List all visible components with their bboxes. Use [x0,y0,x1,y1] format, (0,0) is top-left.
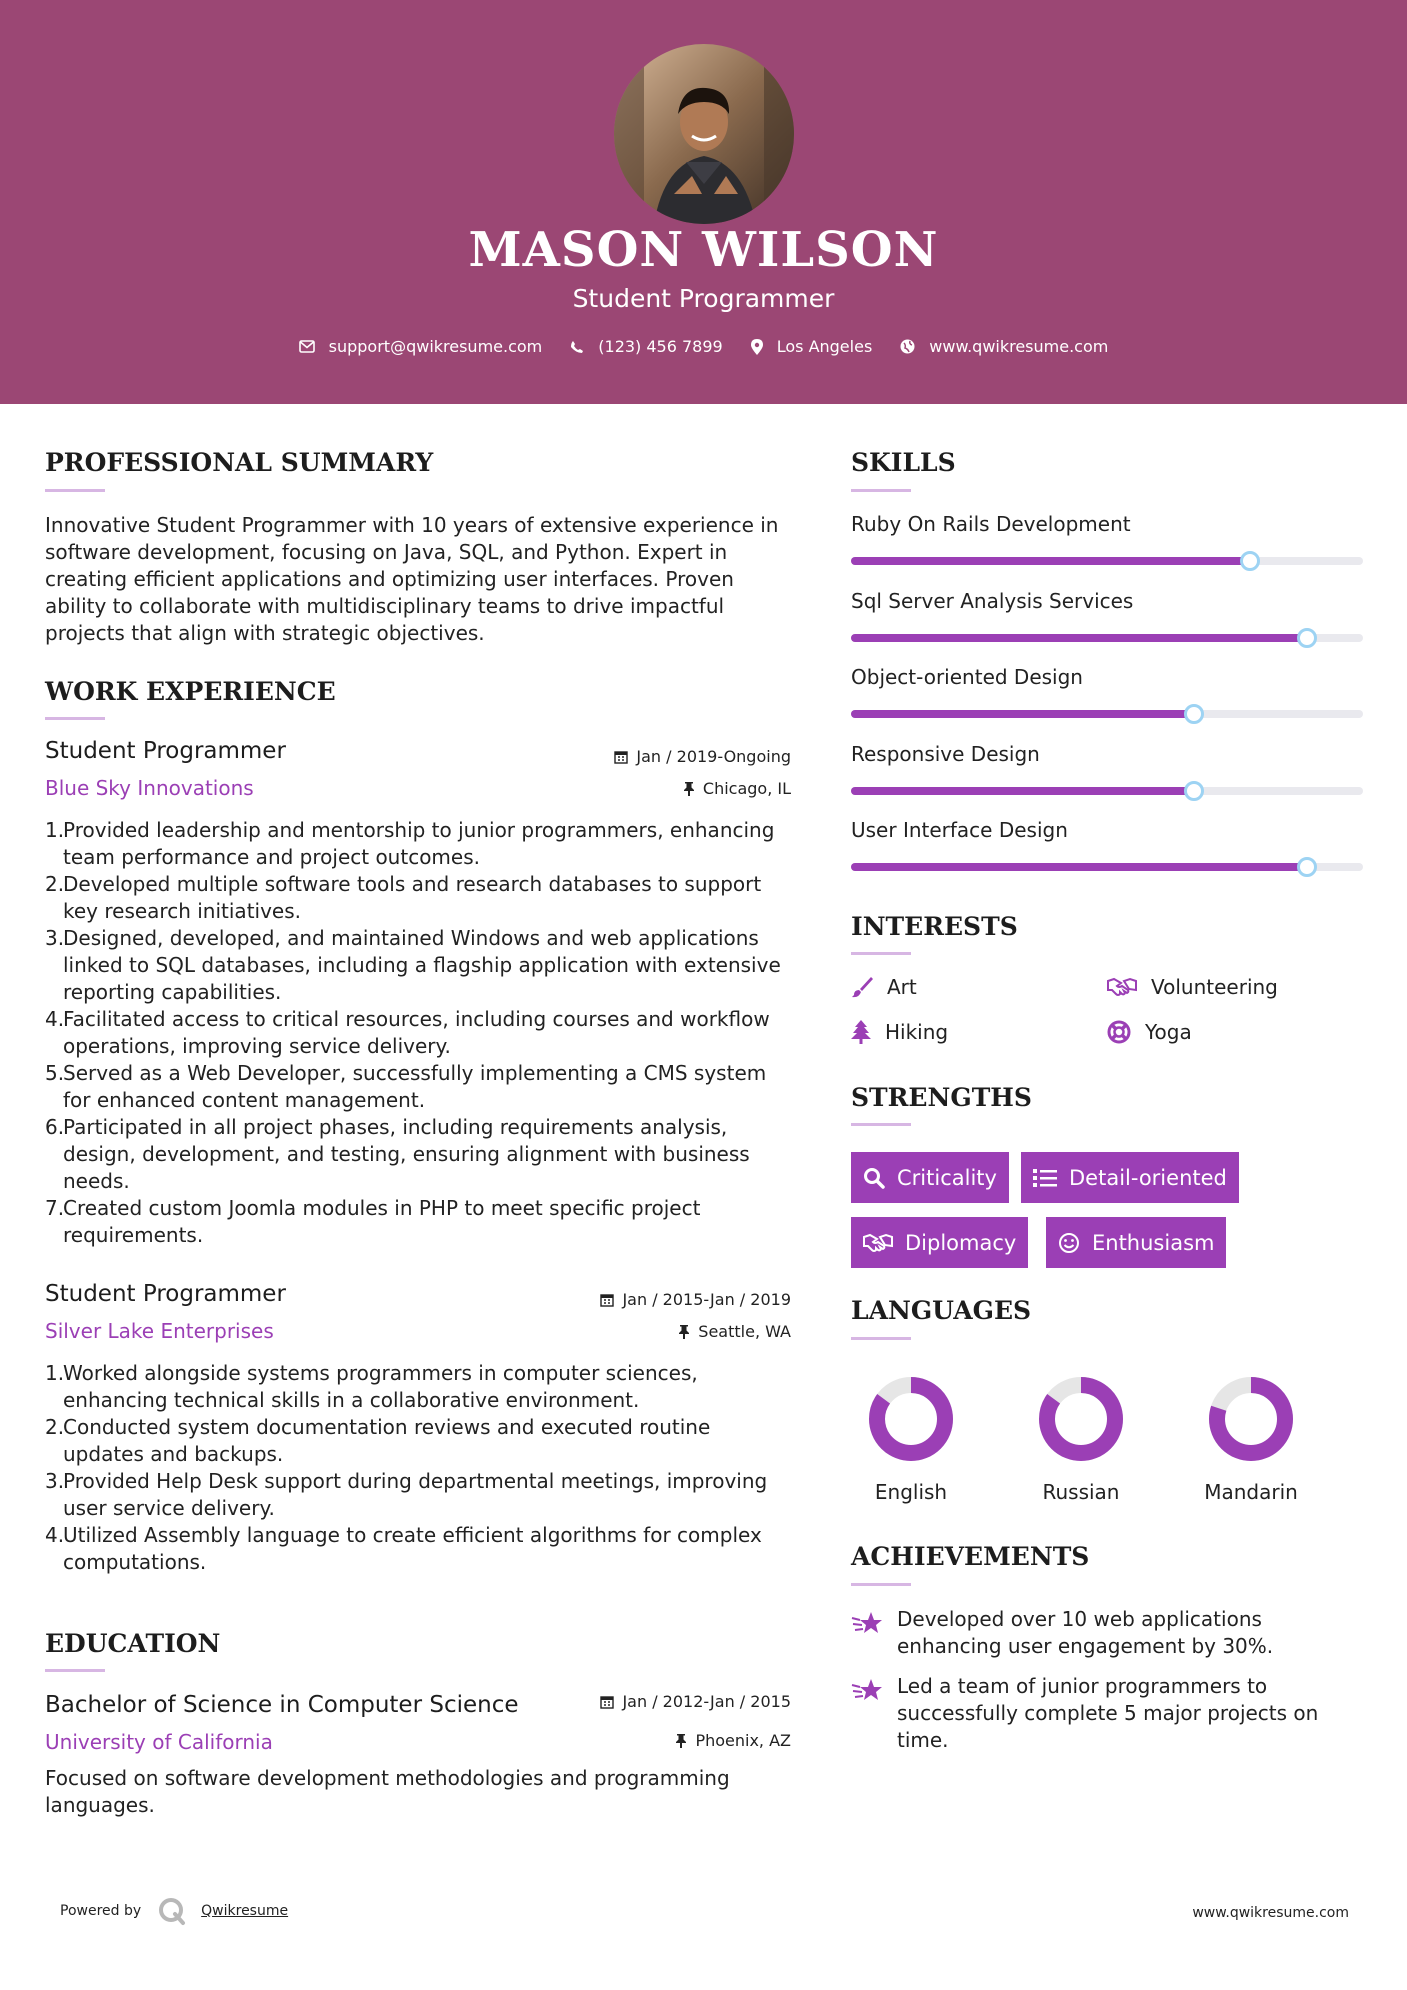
location-text: Los Angeles [776,337,873,356]
languages-underline [851,1337,911,1340]
calendar-icon [600,1695,614,1709]
job-2-location [678,1322,791,1341]
interest-label: Hiking [885,1020,949,1044]
skill-bar-fill [851,787,1194,795]
skill-bar-knob [1184,704,1204,724]
skill-bar [851,863,1363,871]
job-2-dates [600,1290,791,1309]
footer-powered-by [60,1896,288,1926]
skill-label: User Interface Design [851,818,1068,842]
interest-yoga [1107,1020,1192,1044]
list-item: 2. Developed multiple software tools and research databases to support key research initiatives. [45,872,762,923]
job-1-location-text: Chicago, IL [702,779,791,798]
strength-enthusiasm [1046,1217,1226,1268]
skill-label: Responsive Design [851,741,1040,766]
strength-label: Diplomacy [905,1230,1017,1255]
achievement-text: Developed over 10 web applications enhancing user engagement by 30%. [897,1607,1274,1658]
profile-photo [614,44,794,224]
search-icon [863,1167,885,1189]
candidate-name: MASON WILSON [468,222,939,278]
list-item: 4. Facilitated access to critical resources, including courses and workflow operations, improving service delivery. [45,1007,770,1058]
tree-icon [851,1020,871,1044]
phone-icon [570,340,584,354]
strength-detail-oriented [1021,1152,1239,1203]
skill-bar-knob [1297,857,1317,877]
list-item: 1. Provided leadership and mentorship to junior programmers, enhancing team performance and project outcomes. [45,818,775,869]
school-name: University of California [45,1730,273,1754]
list-item: 6. Participated in all project phases, including requirements analysis, design, development, and testing, ensuring alignment with business needs. [45,1115,750,1193]
contact-phone[interactable] [570,337,722,356]
powered-by-text: Powered by [60,1903,142,1919]
achievements-heading: ACHIEVEMENTS [851,1542,1090,1571]
interest-hiking [851,1020,948,1044]
handshake-icon [863,1233,893,1253]
achievement-1 [851,1606,1351,1660]
envelope-icon [299,340,315,353]
skill-bar [851,634,1363,642]
contact-bar [0,337,1407,356]
calendar-icon [614,750,628,764]
strength-diplomacy [851,1217,1028,1268]
job-1-dates [614,747,791,766]
skill-label: Sql Server Analysis Services [851,588,1134,613]
list-item: 5. Served as a Web Developer, successfully implementing a CMS system for enhanced content management. [45,1061,767,1112]
language-label: Mandarin [1204,1480,1298,1504]
list-item: 2. Conducted system documentation reviews and executed routine updates and backups. [45,1415,711,1466]
skill-bar-fill [851,863,1307,871]
skills-heading: SKILLS [851,448,956,477]
phone-text: (123) 456 7899 [598,337,723,356]
achievement-text: Led a team of junior programmers to successfully complete 5 major projects on time. [897,1674,1319,1752]
languages-heading: LANGUAGES [851,1296,1032,1325]
job-2-company: Silver Lake Enterprises [45,1319,274,1343]
job-1-company: Blue Sky Innovations [45,776,254,800]
lifebuoy-icon [1107,1020,1131,1044]
footer-url[interactable]: www.qwikresume.com [1192,1905,1349,1921]
contact-website[interactable] [900,337,1108,356]
map-pin-icon [751,339,763,355]
language-label: Russian [1042,1480,1120,1504]
paintbrush-icon [851,976,873,998]
list-item: 3. Designed, developed, and maintained Windows and web applications linked to SQL databases, including a flagship application with extensive reporting capabilities. [45,926,781,1004]
globe-icon [900,339,915,354]
skill-label: Object-oriented Design [851,665,1083,689]
job-2-dates-text: Jan / 2015-Jan / 2019 [622,1290,791,1309]
skill-bar-knob [1297,628,1317,648]
skill-bar-fill [851,710,1194,718]
email-text: support@qwikresume.com [328,337,543,356]
interest-art [851,975,917,999]
qwikresume-link[interactable]: Qwikresume [201,1903,289,1919]
job-1-location [683,779,791,798]
language-donut [1036,1374,1126,1464]
pushpin-icon [675,1733,687,1748]
education-underline [45,1669,105,1672]
strengths-heading: STRENGTHS [851,1083,1032,1112]
summary-underline [45,489,105,492]
list-icon [1033,1168,1057,1188]
website-text: www.qwikresume.com [929,337,1109,356]
degree-title: Bachelor of Science in Computer Science [45,1692,519,1718]
interests-heading: INTERESTS [851,912,1018,941]
candidate-title: Student Programmer [572,284,835,313]
education-text: Focused on software development methodologies and programming languages. [45,1766,730,1817]
job-1-responsibilities [45,817,795,1249]
skill-bar [851,710,1363,718]
list-item: 7. Created custom Joomla modules in PHP to meet specific project requirements. [45,1196,701,1247]
summary-heading: PROFESSIONAL SUMMARY [45,448,434,477]
smile-icon [1058,1232,1080,1254]
interest-label: Art [887,975,917,999]
qwikresume-logo-icon [157,1896,187,1926]
education-heading: EDUCATION [45,1629,221,1658]
interest-volunteering [1107,975,1278,999]
language-donut [1206,1374,1296,1464]
resume-header [0,0,1407,404]
contact-location [751,337,873,356]
experience-heading: WORK EXPERIENCE [45,677,336,706]
skill-bar [851,787,1363,795]
skill-label: Ruby On Rails Development [851,512,1131,536]
summary-text: Innovative Student Programmer with 10 years of extensive experience in software development, focusing on Java, SQL, and Python. Expert in creating efficient applications and optimizing user interfaces. Proven ability to collaborate with multidisciplinary teams to drive impactful projects that align with strategic objectives. [45,513,779,645]
strength-label: Criticality [897,1165,997,1190]
skill-bar-fill [851,557,1250,565]
skill-bar-fill [851,634,1307,642]
list-item: 1. Worked alongside systems programmers in computer sciences, enhancing technical skills in a collaborative environment. [45,1361,698,1412]
pushpin-icon [678,1324,690,1339]
job-2-responsibilities [45,1360,795,1576]
language-donut [866,1374,956,1464]
list-item: 4. Utilized Assembly language to create efficient algorithms for complex computations. [45,1523,762,1574]
skills-underline [851,489,911,492]
handshake-icon [1107,977,1137,997]
education-location-text: Phoenix, AZ [695,1731,791,1750]
contact-email[interactable] [299,337,543,356]
achievement-2 [851,1673,1351,1754]
achievements-underline [851,1583,911,1586]
experience-underline [45,717,105,720]
list-item: 3. Provided Help Desk support during departmental meetings, improving user service delivery. [45,1469,768,1520]
education-dates-text: Jan / 2012-Jan / 2015 [622,1692,791,1711]
strength-criticality [851,1152,1009,1203]
shooting-star-icon [851,1677,883,1703]
shooting-star-icon [851,1610,883,1636]
skill-bar [851,557,1363,565]
skill-bar-knob [1240,551,1260,571]
strength-label: Detail-oriented [1069,1165,1227,1190]
interests-underline [851,952,911,955]
strength-label: Enthusiasm [1092,1230,1215,1255]
job-1-title: Student Programmer [45,738,286,764]
education-dates [600,1692,791,1711]
interest-label: Volunteering [1151,975,1278,999]
strengths-underline [851,1123,911,1126]
education-location [675,1731,791,1750]
calendar-icon [600,1293,614,1307]
skill-bar-knob [1184,781,1204,801]
job-2-title: Student Programmer [45,1281,286,1307]
job-2-location-text: Seattle, WA [698,1322,791,1341]
interest-label: Yoga [1145,1020,1192,1044]
pushpin-icon [683,781,695,796]
job-1-dates-text: Jan / 2019-Ongoing [636,747,791,766]
language-label: English [874,1480,948,1504]
